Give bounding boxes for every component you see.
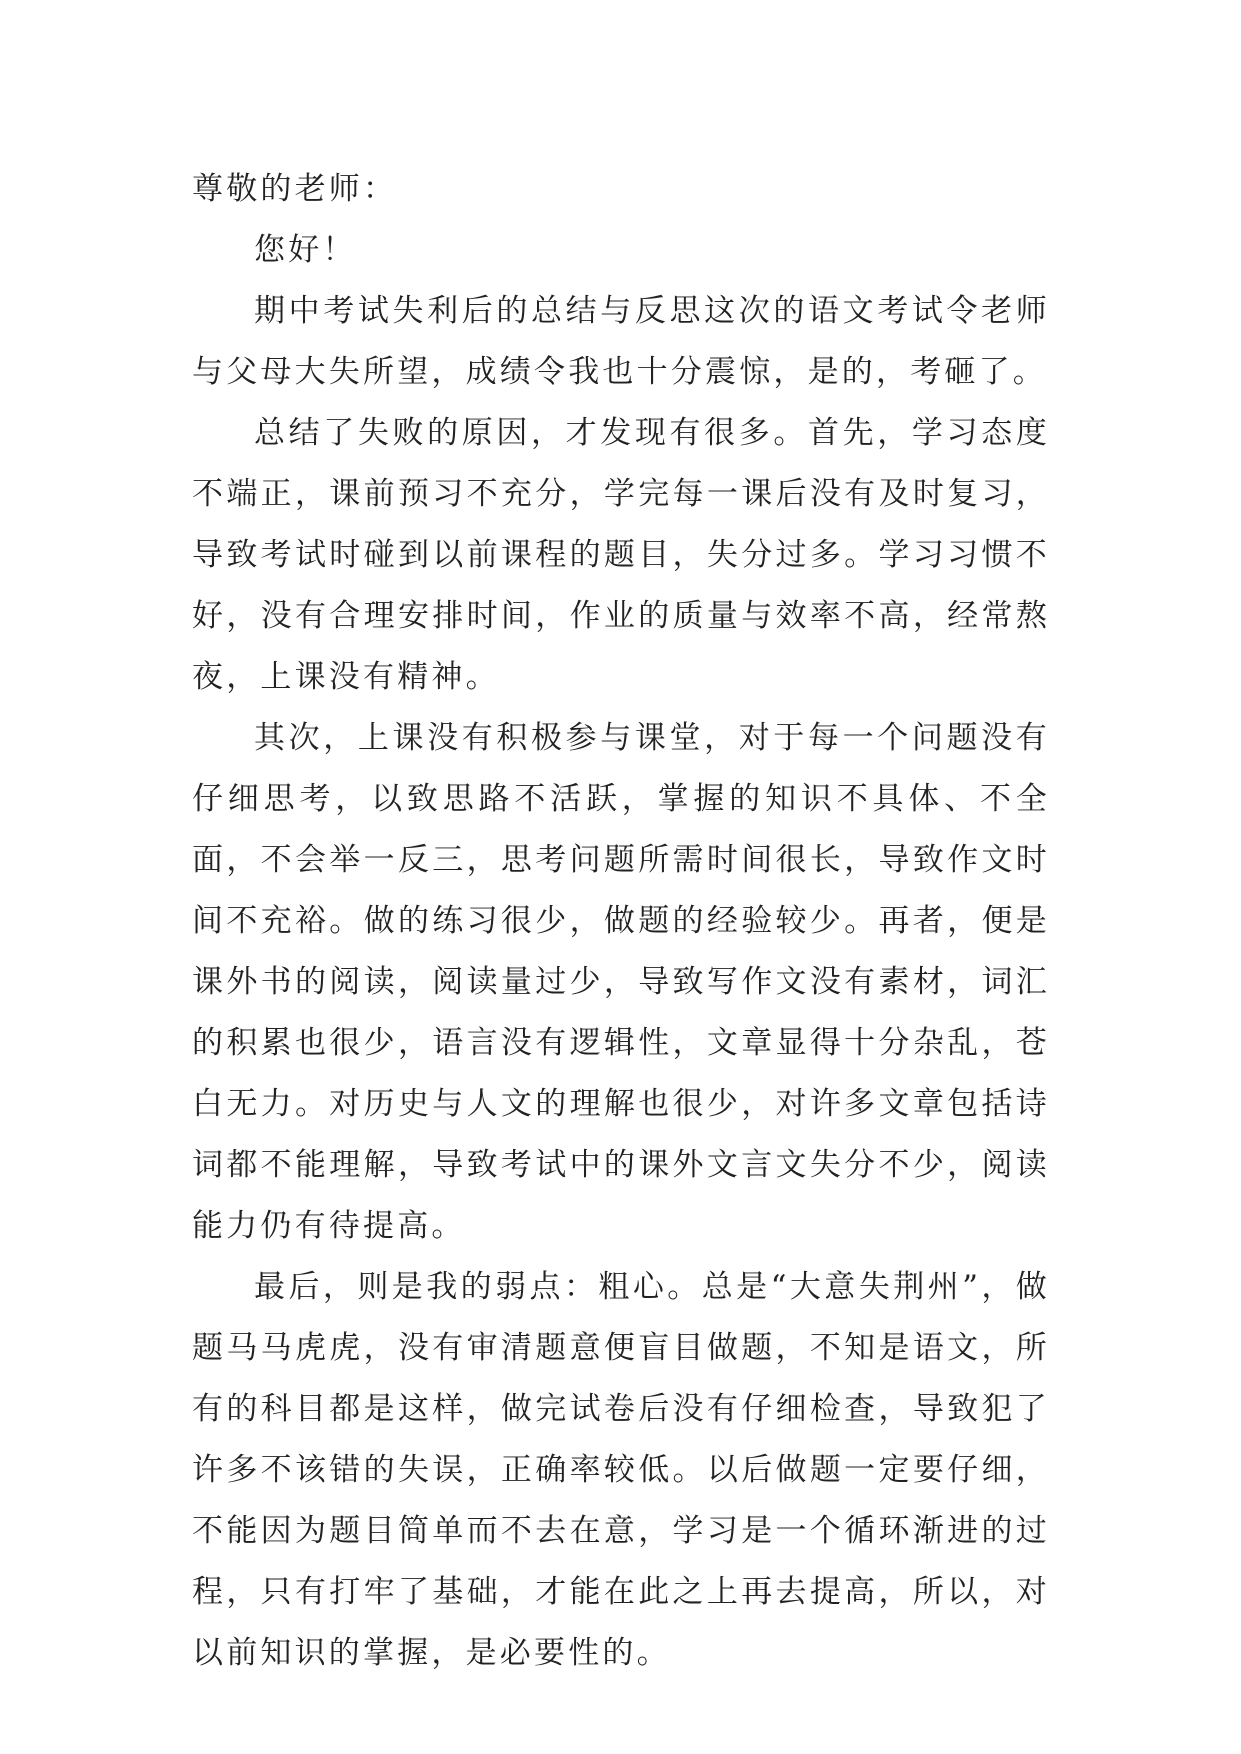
- paragraph-last-reason: 最后，则是我的弱点：粗心。总是“大意失荆州”，做题马马虎虎，没有审清题意便盲目做题，不知是语文，所有的科目都是这样，做完试卷后没有仔细检查，导致犯了许多不该错的失误，正确率较低。以后做题一定要仔细，不能因为题目简单而不去在意，学习是一个循环渐进的过程，只有打牢了基础，才能在此之上再去提高，所以，对以前知识的掌握，是必要性的。: [192, 1269, 1050, 1671]
- paragraph-first-reason: 总结了失败的原因，才发现有很多。首先，学习态度不端正，课前预习不充分，学完每一课后没有及时复习，导致考试时碰到以前课程的题目，失分过多。学习习惯不好，没有合理安排时间，作业的质量与效率不高，经常熬夜，上课没有精神。: [192, 415, 1050, 695]
- paragraph-intro: 期中考试失利后的总结与反思这次的语文考试令老师与父母大失所望，成绩令我也十分震惊，是的，考砸了。: [192, 293, 1050, 390]
- paragraph-second-reason: 其次，上课没有积极参与课堂，对于每一个问题没有仔细思考，以致思路不活跃，掌握的知识不具体、不全面，不会举一反三，思考问题所需时间很长，导致作文时间不充裕。做的练习很少，做题的经验较少。再者，便是课外书的阅读，阅读量过少，导致写作文没有素材，词汇的积累也很少，语言没有逻辑性，文章显得十分杂乱，苍白无力。对历史与人文的理解也很少，对许多文章包括诗词都不能理解，导致考试中的课外文言文失分不少，阅读能力仍有待提高。: [192, 720, 1050, 1244]
- salutation: 尊敬的老师：: [192, 171, 398, 207]
- greeting: 您好！: [254, 232, 357, 268]
- letter-body: [192, 159, 1050, 1684]
